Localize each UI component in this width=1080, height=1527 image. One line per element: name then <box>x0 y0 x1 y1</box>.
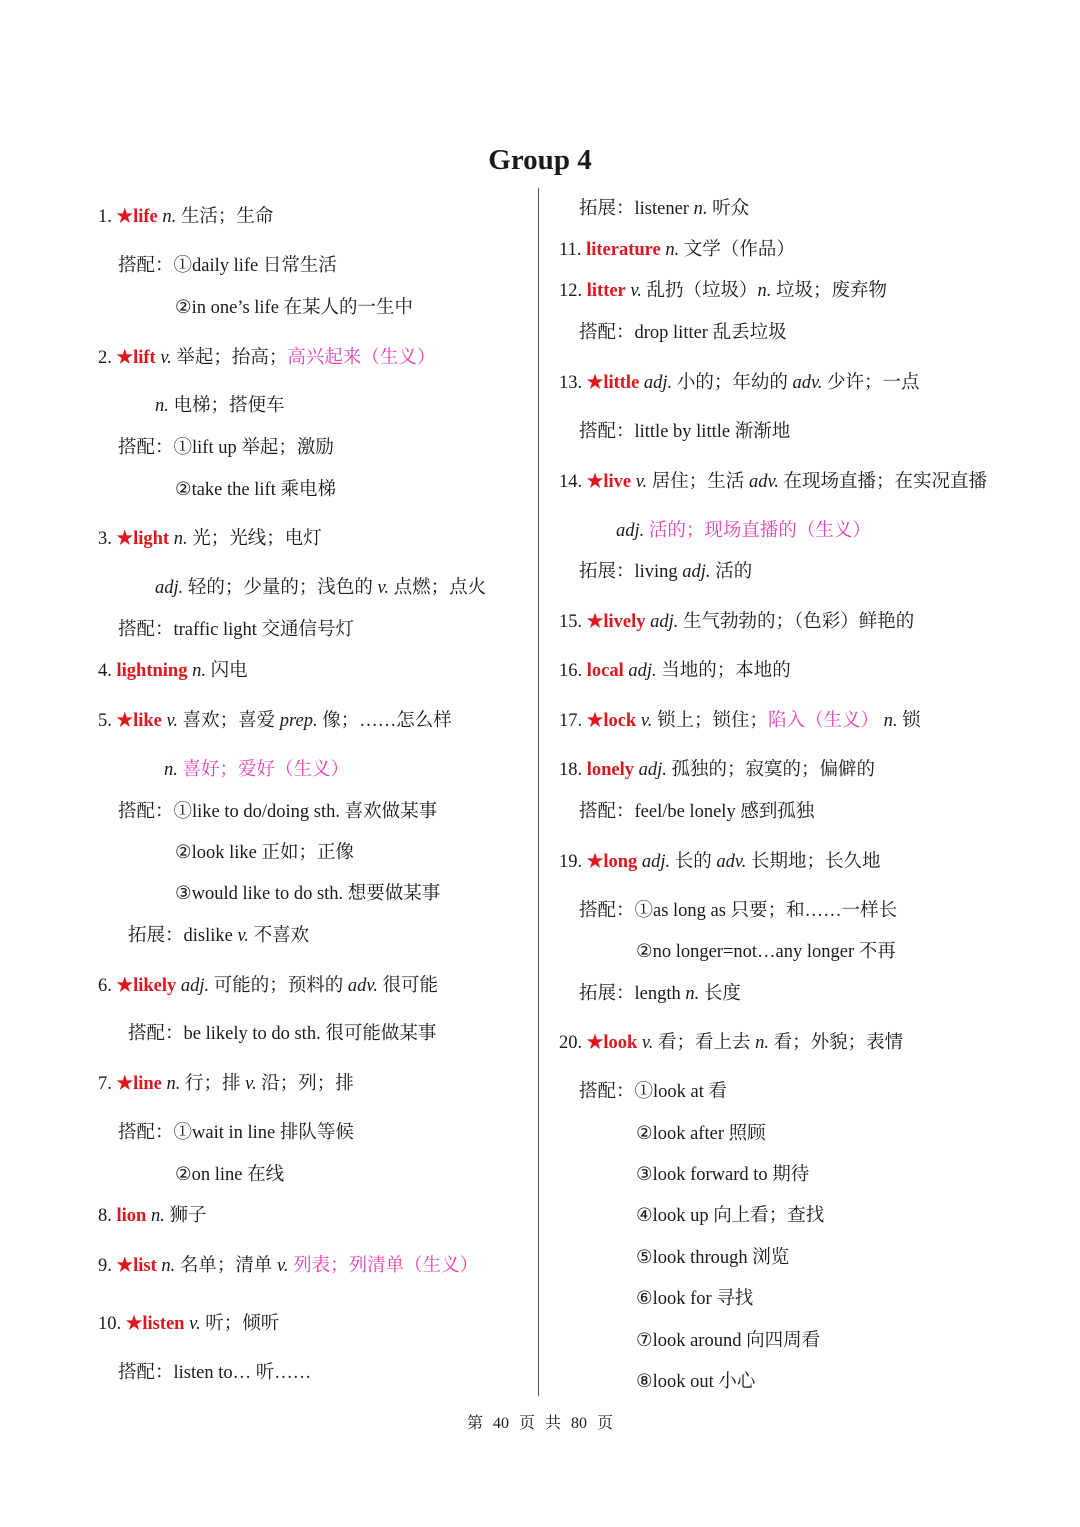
vocab-text: 文学（作品） <box>679 240 795 260</box>
column-divider <box>538 188 539 1396</box>
vocab-text: 搭配：①lift up 举起；激励 <box>118 438 334 458</box>
vocab-text: 12. <box>559 281 587 301</box>
vocab-text: 拓展：length <box>579 984 686 1004</box>
vocab-line <box>579 899 897 923</box>
vocab-text: ②look like 正如；正像 <box>175 843 354 863</box>
headword: literature <box>586 240 661 260</box>
vocab-text: 很可能 <box>377 976 439 996</box>
vocab-text: 狮子 <box>164 1206 207 1226</box>
vocab-text: 电梯；搭便车 <box>168 396 285 416</box>
headword: lightning <box>116 661 188 681</box>
vocab-line <box>128 924 309 948</box>
vocab-line <box>579 420 790 444</box>
part-of-speech: adj. <box>634 760 667 780</box>
vocab-line <box>164 758 349 782</box>
vocab-text: 18. <box>559 760 587 780</box>
headword: ★lift <box>116 348 156 368</box>
part-of-speech: v. <box>636 711 653 731</box>
vocab-text: 9. <box>98 1256 117 1276</box>
headword: local <box>586 661 624 681</box>
vocab-line <box>559 709 921 733</box>
vocab-text: 16. <box>559 661 587 681</box>
part-of-speech: adv. <box>748 472 779 492</box>
vocab-line <box>175 1163 284 1187</box>
vocab-line <box>118 1361 311 1385</box>
vocab-text: 锁 <box>897 711 921 731</box>
part-of-speech: v. <box>161 711 178 731</box>
vocab-line <box>98 659 248 683</box>
vocab-text: 锁上；锁住； <box>652 711 768 731</box>
vocab-text: ④look up 向上看；查找 <box>636 1206 825 1226</box>
vocab-text: 看；看上去 <box>653 1033 756 1053</box>
new-meaning: 列表；列清单（生义） <box>293 1256 479 1276</box>
vocab-text: 长期地；长久地 <box>746 852 881 872</box>
part-of-speech: n. <box>187 661 206 681</box>
headword: ★little <box>586 373 640 393</box>
vocab-text: 19. <box>559 852 587 872</box>
vocab-line <box>98 527 322 551</box>
vocab-text: ②in one’s life 在某人的一生中 <box>175 298 414 318</box>
vocab-line <box>559 850 881 874</box>
vocab-text: 搭配：drop litter 乱丢垃圾 <box>579 323 787 343</box>
part-of-speech: adv. <box>347 976 378 996</box>
vocab-text: 行；排 <box>180 1074 246 1094</box>
part-of-speech: v. <box>637 1033 654 1053</box>
vocab-line <box>118 800 437 824</box>
page-title: Group 4 <box>488 144 592 176</box>
vocab-line <box>579 197 749 221</box>
vocab-text: ②take the lift 乘电梯 <box>175 480 336 500</box>
part-of-speech: adj. <box>645 612 679 632</box>
headword: ★life <box>116 207 158 227</box>
vocab-text: 5. <box>98 711 117 731</box>
headword: ★light <box>116 529 170 549</box>
vocab-text: 居住；生活 <box>647 472 749 492</box>
part-of-speech: n. <box>883 711 898 731</box>
vocab-text: 听众 <box>707 199 750 219</box>
vocab-line <box>559 279 887 303</box>
vocab-text: ②look after 照顾 <box>636 1124 766 1144</box>
vocab-line <box>155 394 285 418</box>
vocab-text: 搭配：be likely to do sth. 很可能做某事 <box>128 1024 437 1044</box>
vocab-text: 举起；抬高； <box>171 348 288 368</box>
vocab-line <box>118 254 337 278</box>
new-meaning: 陷入（生义） <box>767 711 879 731</box>
vocab-text: 搭配：listen to… 听…… <box>118 1363 312 1383</box>
vocab-text: 17. <box>559 711 587 731</box>
vocab-line <box>579 1080 727 1104</box>
part-of-speech: adj. <box>155 578 184 598</box>
part-of-speech: v. <box>277 1256 289 1276</box>
vocab-text: ⑥look for 寻找 <box>636 1289 754 1309</box>
vocab-text: 闪电 <box>205 661 248 681</box>
vocab-line <box>616 519 871 543</box>
vocab-line <box>118 618 354 642</box>
vocab-text: 搭配：①as long as 只要；和……一样长 <box>579 901 898 921</box>
part-of-speech: v. <box>245 1074 257 1094</box>
vocab-line <box>98 974 438 998</box>
vocab-text: 1. <box>98 207 117 227</box>
vocab-text: 3. <box>98 529 117 549</box>
vocab-text: 在现场直播；在实况直播 <box>778 472 988 492</box>
vocab-line <box>579 800 814 824</box>
part-of-speech: v. <box>625 281 642 301</box>
vocab-text: 长度 <box>699 984 741 1004</box>
vocab-text: 当地的；本地的 <box>656 661 791 681</box>
vocab-line <box>636 1204 824 1228</box>
vocab-line <box>98 1204 206 1228</box>
vocab-text: 听；倾听 <box>200 1314 280 1334</box>
vocab-line <box>128 1022 436 1046</box>
vocab-line <box>636 1163 809 1187</box>
headword: lion <box>116 1206 147 1226</box>
headword: litter <box>586 281 626 301</box>
headword: ★listen <box>125 1314 185 1334</box>
vocab-text: 乱扔（垃圾） <box>641 281 758 301</box>
part-of-speech: n. <box>157 207 177 227</box>
vocab-text: ⑤look through 浏览 <box>636 1248 790 1268</box>
vocab-line <box>636 1329 820 1353</box>
part-of-speech: n. <box>156 1256 176 1276</box>
vocab-line <box>636 1287 753 1311</box>
part-of-speech: adj. <box>637 852 671 872</box>
vocab-line <box>98 1312 279 1336</box>
vocab-text: 20. <box>559 1033 587 1053</box>
part-of-speech: n. <box>146 1206 165 1226</box>
headword: ★live <box>586 472 632 492</box>
headword: ★like <box>116 711 162 731</box>
vocab-line <box>579 321 787 345</box>
part-of-speech: n. <box>161 1074 181 1094</box>
part-of-speech: v. <box>631 472 648 492</box>
vocab-text: 光；光线；电灯 <box>187 529 322 549</box>
vocab-text: 15. <box>559 612 587 632</box>
vocab-text: ③look forward to 期待 <box>636 1165 810 1185</box>
vocab-line <box>98 205 273 229</box>
vocab-line <box>175 478 336 502</box>
vocab-line <box>579 982 741 1006</box>
headword: ★line <box>116 1074 162 1094</box>
vocab-text: 4. <box>98 661 117 681</box>
vocab-line <box>98 709 452 733</box>
vocab-text: 名单；清单 <box>175 1256 277 1276</box>
vocab-text: 6. <box>98 976 117 996</box>
vocab-text: 拓展：dislike <box>128 926 238 946</box>
vocab-line <box>118 436 334 460</box>
vocab-line <box>559 470 987 494</box>
vocab-text: 生气勃勃的；（色彩）鲜艳的 <box>678 612 915 632</box>
vocab-text: 11. <box>559 240 587 260</box>
part-of-speech: n. <box>693 199 708 219</box>
vocab-line <box>559 371 920 395</box>
new-meaning: 活的；现场直播的（生义） <box>648 521 871 541</box>
vocab-line <box>559 610 914 634</box>
vocab-line <box>636 940 896 964</box>
part-of-speech: n. <box>757 281 772 301</box>
vocab-line <box>579 560 752 584</box>
vocab-text: 拓展：living <box>579 562 683 582</box>
vocab-text: 拓展：listener <box>579 199 694 219</box>
part-of-speech: adj. <box>616 521 645 541</box>
vocab-text: 可能的；预料的 <box>209 976 348 996</box>
vocab-line <box>118 1121 354 1145</box>
part-of-speech: v. <box>184 1314 201 1334</box>
vocab-line <box>559 1031 903 1055</box>
vocab-text: 搭配：little by little 渐渐地 <box>579 422 791 442</box>
vocab-text: 孤独的；寂寞的；偏僻的 <box>666 760 876 780</box>
part-of-speech: prep. <box>279 711 318 731</box>
part-of-speech: v. <box>237 926 249 946</box>
headword: ★lively <box>586 612 646 632</box>
part-of-speech: n. <box>164 760 178 780</box>
vocab-text: ⑧look out 小心 <box>636 1372 756 1392</box>
new-meaning: 高兴起来（生义） <box>287 348 436 368</box>
part-of-speech: adv. <box>716 852 747 872</box>
part-of-speech: n. <box>685 984 700 1004</box>
vocab-text: 喜欢；喜爱 <box>177 711 280 731</box>
vocab-line <box>98 1254 478 1278</box>
vocab-text: 看；外貌；表情 <box>769 1033 904 1053</box>
vocab-text: 小的；年幼的 <box>672 373 793 393</box>
vocab-text: 搭配：①like to do/doing sth. 喜欢做某事 <box>118 802 438 822</box>
part-of-speech: adv. <box>792 373 823 393</box>
part-of-speech: adj. <box>623 661 657 681</box>
vocab-text: 搭配：①daily life 日常生活 <box>118 256 337 276</box>
vocab-text: 搭配：①look at 看 <box>579 1082 727 1102</box>
vocab-text: 轻的；少量的；浅色的 <box>183 578 378 598</box>
vocab-line <box>98 1072 354 1096</box>
part-of-speech: v. <box>377 578 389 598</box>
vocab-text: 7. <box>98 1074 117 1094</box>
part-of-speech: adj. <box>682 562 711 582</box>
vocab-line <box>98 346 435 370</box>
new-meaning: 喜好；爱好（生义） <box>182 760 350 780</box>
vocab-line <box>175 882 440 906</box>
vocab-line <box>155 576 486 600</box>
vocab-text: ②on line 在线 <box>175 1165 285 1185</box>
headword: lonely <box>586 760 635 780</box>
part-of-speech: n. <box>755 1033 769 1053</box>
part-of-speech: n. <box>169 529 188 549</box>
vocab-line <box>636 1370 755 1394</box>
vocab-text: 不喜欢 <box>248 926 310 946</box>
vocab-text: 少许；一点 <box>822 373 920 393</box>
vocab-text: 像；……怎么样 <box>317 711 452 731</box>
headword: ★look <box>586 1033 638 1053</box>
vocab-text: 2. <box>98 348 117 368</box>
part-of-speech: n. <box>155 396 169 416</box>
vocab-text: 搭配：①wait in line 排队等候 <box>118 1123 354 1143</box>
headword: ★list <box>116 1256 157 1276</box>
vocab-text: 沿；列；排 <box>256 1074 354 1094</box>
headword: ★long <box>586 852 638 872</box>
vocab-text: ②no longer=not…any longer 不再 <box>636 942 896 962</box>
vocab-text: 13. <box>559 373 587 393</box>
vocab-text: 搭配：traffic light 交通信号灯 <box>118 620 355 640</box>
vocab-line <box>175 841 354 865</box>
vocab-line <box>559 238 795 262</box>
vocab-text: 生活；生命 <box>176 207 274 227</box>
vocab-text: 8. <box>98 1206 117 1226</box>
vocab-text: 点燃；点火 <box>389 578 487 598</box>
part-of-speech: adj. <box>176 976 210 996</box>
headword: ★lock <box>586 711 637 731</box>
vocab-line <box>559 659 791 683</box>
part-of-speech: v. <box>155 348 172 368</box>
vocab-text: ⑦look around 向四周看 <box>636 1331 821 1351</box>
part-of-speech: adj. <box>639 373 673 393</box>
vocab-line <box>636 1122 766 1146</box>
headword: ★likely <box>116 976 177 996</box>
vocab-text: 长的 <box>670 852 717 872</box>
vocab-line <box>636 1246 789 1270</box>
vocab-text: 搭配：feel/be lonely 感到孤独 <box>579 802 815 822</box>
page-footer: 第 40 页 共 80 页 <box>466 1415 613 1432</box>
vocab-text: ③would like to do sth. 想要做某事 <box>175 884 441 904</box>
vocab-text: 垃圾；废弃物 <box>771 281 888 301</box>
vocab-text: 活的 <box>710 562 753 582</box>
vocab-line <box>175 296 413 320</box>
vocab-text: 10. <box>98 1314 126 1334</box>
vocab-text: 14. <box>559 472 587 492</box>
vocab-line <box>559 758 875 782</box>
part-of-speech: n. <box>660 240 680 260</box>
